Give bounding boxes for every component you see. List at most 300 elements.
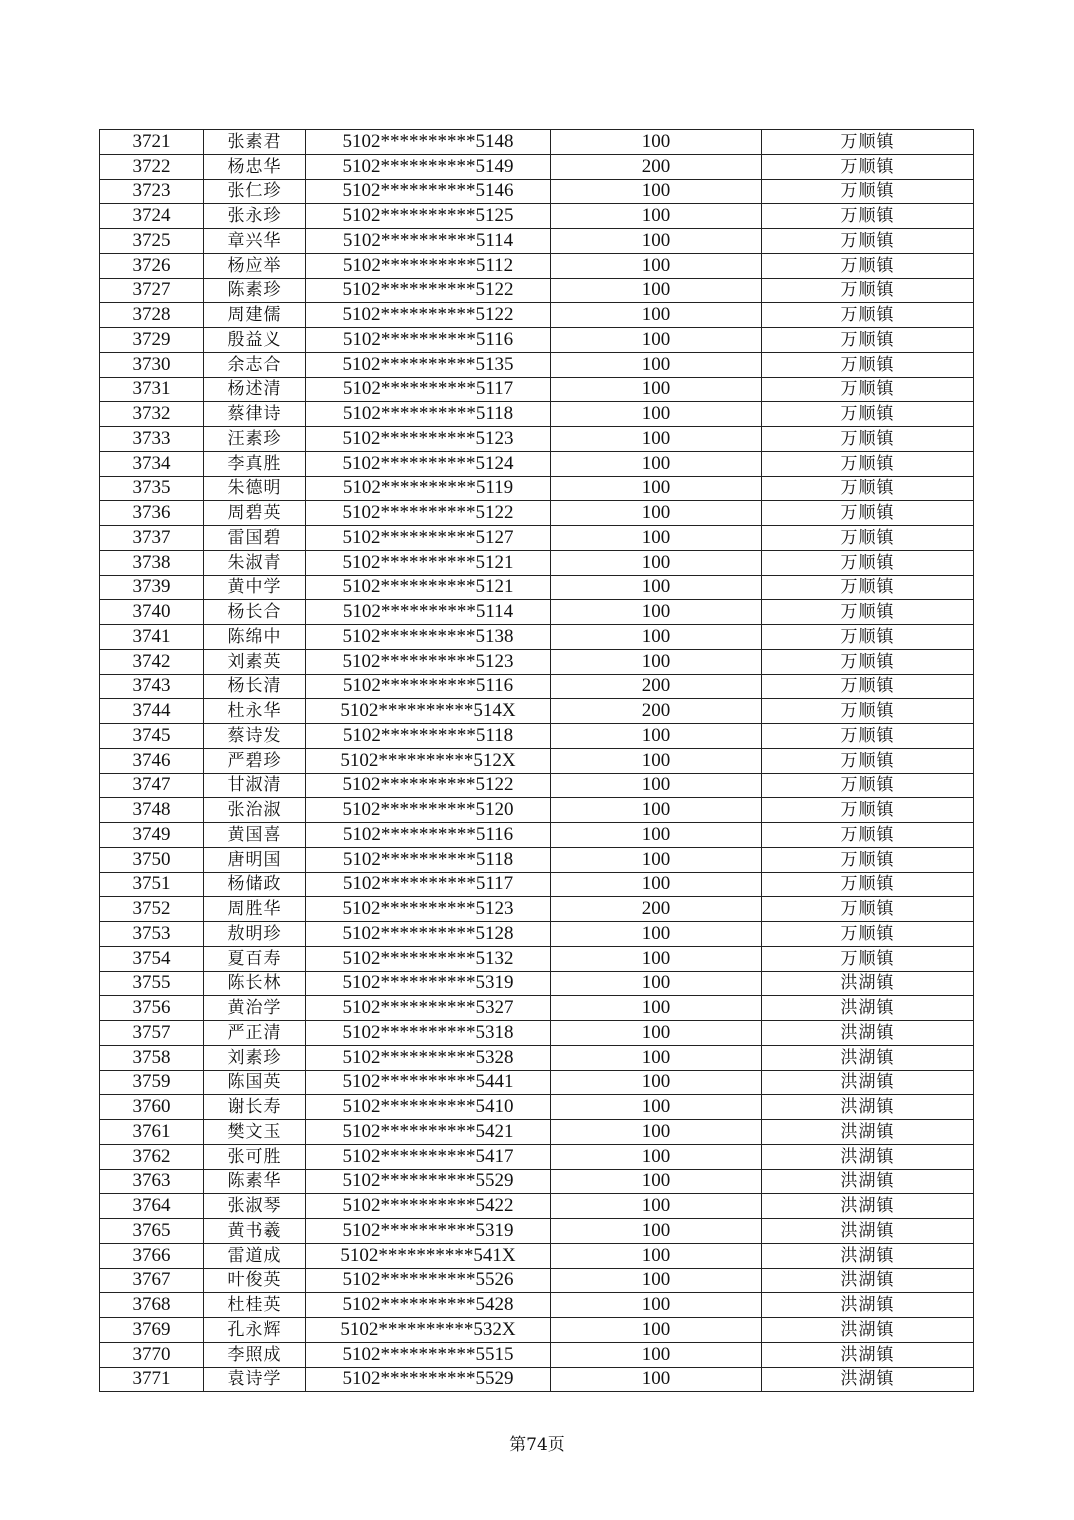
table-row [100,946,974,971]
amount-cell: 100 [551,204,762,229]
row-number-cell: 3721 [100,130,204,155]
row-number-cell: 3754 [100,946,204,971]
name-cell: 刘素英 [204,649,306,674]
id-number-cell: 5102**********5117 [306,872,551,897]
roster-table-body [100,130,974,1392]
name-cell: 黄中学 [204,575,306,600]
row-number-cell: 3766 [100,1243,204,1268]
amount-cell: 100 [551,823,762,848]
row-number-cell: 3756 [100,996,204,1021]
table-row [100,1144,974,1169]
table-row [100,303,974,328]
id-number-cell: 5102**********5124 [306,451,551,476]
amount-cell: 200 [551,674,762,699]
amount-cell: 100 [551,1194,762,1219]
town-cell: 万顺镇 [762,377,974,402]
town-cell: 万顺镇 [762,724,974,749]
name-cell: 殷益义 [204,328,306,353]
town-cell: 洪湖镇 [762,1219,974,1244]
town-cell: 万顺镇 [762,352,974,377]
town-cell: 洪湖镇 [762,1293,974,1318]
row-number-cell: 3735 [100,476,204,501]
town-cell: 万顺镇 [762,773,974,798]
name-cell: 敖明珍 [204,922,306,947]
name-cell: 余志合 [204,352,306,377]
amount-cell: 100 [551,872,762,897]
table-row [100,550,974,575]
id-number-cell: 5102**********5119 [306,476,551,501]
town-cell: 万顺镇 [762,847,974,872]
town-cell: 洪湖镇 [762,1243,974,1268]
row-number-cell: 3731 [100,377,204,402]
town-cell: 洪湖镇 [762,1070,974,1095]
row-number-cell: 3759 [100,1070,204,1095]
table-row [100,1219,974,1244]
name-cell: 李真胜 [204,451,306,476]
amount-cell: 100 [551,1045,762,1070]
table-row [100,476,974,501]
row-number-cell: 3722 [100,154,204,179]
amount-cell: 100 [551,773,762,798]
amount-cell: 100 [551,922,762,947]
name-cell: 张治淑 [204,798,306,823]
table-row [100,674,974,699]
table-row [100,847,974,872]
amount-cell: 100 [551,402,762,427]
name-cell: 孔永辉 [204,1318,306,1343]
amount-cell: 100 [551,501,762,526]
row-number-cell: 3732 [100,402,204,427]
id-number-cell: 5102**********5123 [306,427,551,452]
name-cell: 周碧英 [204,501,306,526]
name-cell: 严正清 [204,1021,306,1046]
table-row [100,501,974,526]
id-number-cell: 5102**********5116 [306,328,551,353]
table-row [100,1045,974,1070]
row-number-cell: 3742 [100,649,204,674]
id-number-cell: 5102**********5121 [306,575,551,600]
town-cell: 万顺镇 [762,402,974,427]
table-row [100,204,974,229]
amount-cell: 100 [551,724,762,749]
amount-cell: 100 [551,649,762,674]
amount-cell: 100 [551,1367,762,1392]
town-cell: 万顺镇 [762,872,974,897]
table-row [100,1342,974,1367]
name-cell: 李照成 [204,1342,306,1367]
table-row [100,600,974,625]
town-cell: 万顺镇 [762,253,974,278]
row-number-cell: 3734 [100,451,204,476]
id-number-cell: 5102**********5526 [306,1268,551,1293]
id-number-cell: 5102**********5123 [306,649,551,674]
town-cell: 洪湖镇 [762,996,974,1021]
name-cell: 黄治学 [204,996,306,1021]
town-cell: 万顺镇 [762,649,974,674]
town-cell: 洪湖镇 [762,1095,974,1120]
id-number-cell: 5102**********5122 [306,303,551,328]
name-cell: 陈绵中 [204,625,306,650]
id-number-cell: 5102**********5114 [306,600,551,625]
roster-table [99,129,974,1392]
row-number-cell: 3752 [100,897,204,922]
name-cell: 陈素华 [204,1169,306,1194]
row-number-cell: 3724 [100,204,204,229]
amount-cell: 100 [551,328,762,353]
name-cell: 周建儒 [204,303,306,328]
id-number-cell: 5102**********5146 [306,179,551,204]
amount-cell: 100 [551,946,762,971]
name-cell: 蔡诗发 [204,724,306,749]
table-row [100,897,974,922]
id-number-cell: 5102**********5529 [306,1367,551,1392]
table-row [100,352,974,377]
town-cell: 洪湖镇 [762,1367,974,1392]
name-cell: 周胜华 [204,897,306,922]
id-number-cell: 5102**********5118 [306,724,551,749]
row-number-cell: 3738 [100,550,204,575]
table-row [100,649,974,674]
id-number-cell: 5102**********5422 [306,1194,551,1219]
name-cell: 杨述清 [204,377,306,402]
town-cell: 万顺镇 [762,526,974,551]
table-row [100,278,974,303]
name-cell: 夏百寿 [204,946,306,971]
amount-cell: 100 [551,1293,762,1318]
amount-cell: 100 [551,1169,762,1194]
id-number-cell: 5102**********5421 [306,1120,551,1145]
row-number-cell: 3746 [100,748,204,773]
amount-cell: 100 [551,427,762,452]
id-number-cell: 5102**********514X [306,699,551,724]
name-cell: 唐明国 [204,847,306,872]
row-number-cell: 3763 [100,1169,204,1194]
amount-cell: 100 [551,847,762,872]
table-row [100,130,974,155]
id-number-cell: 5102**********5428 [306,1293,551,1318]
amount-cell: 100 [551,451,762,476]
table-row [100,402,974,427]
id-number-cell: 5102**********532X [306,1318,551,1343]
id-number-cell: 5102**********5149 [306,154,551,179]
id-number-cell: 5102**********5123 [306,897,551,922]
row-number-cell: 3760 [100,1095,204,1120]
id-number-cell: 5102**********5122 [306,278,551,303]
table-row [100,996,974,1021]
name-cell: 樊文玉 [204,1120,306,1145]
id-number-cell: 5102**********5125 [306,204,551,229]
name-cell: 陈国英 [204,1070,306,1095]
table-row [100,179,974,204]
town-cell: 万顺镇 [762,575,974,600]
name-cell: 张淑琴 [204,1194,306,1219]
row-number-cell: 3748 [100,798,204,823]
amount-cell: 100 [551,550,762,575]
town-cell: 万顺镇 [762,922,974,947]
table-row [100,922,974,947]
amount-cell: 100 [551,600,762,625]
row-number-cell: 3770 [100,1342,204,1367]
table-row [100,526,974,551]
amount-cell: 200 [551,897,762,922]
name-cell: 张素君 [204,130,306,155]
town-cell: 万顺镇 [762,897,974,922]
town-cell: 洪湖镇 [762,1342,974,1367]
town-cell: 万顺镇 [762,674,974,699]
row-number-cell: 3757 [100,1021,204,1046]
name-cell: 叶俊英 [204,1268,306,1293]
town-cell: 万顺镇 [762,823,974,848]
table-row [100,1293,974,1318]
name-cell: 雷国碧 [204,526,306,551]
town-cell: 万顺镇 [762,798,974,823]
town-cell: 洪湖镇 [762,1318,974,1343]
id-number-cell: 5102**********5132 [306,946,551,971]
row-number-cell: 3767 [100,1268,204,1293]
amount-cell: 100 [551,476,762,501]
name-cell: 严碧珍 [204,748,306,773]
id-number-cell: 5102**********5327 [306,996,551,1021]
table-row [100,625,974,650]
row-number-cell: 3762 [100,1144,204,1169]
table-row [100,724,974,749]
town-cell: 万顺镇 [762,427,974,452]
row-number-cell: 3733 [100,427,204,452]
row-number-cell: 3771 [100,1367,204,1392]
table-row [100,1021,974,1046]
name-cell: 杨应举 [204,253,306,278]
row-number-cell: 3745 [100,724,204,749]
row-number-cell: 3747 [100,773,204,798]
table-row [100,1194,974,1219]
amount-cell: 100 [551,1095,762,1120]
row-number-cell: 3723 [100,179,204,204]
name-cell: 杨忠华 [204,154,306,179]
id-number-cell: 5102**********5122 [306,773,551,798]
town-cell: 万顺镇 [762,328,974,353]
id-number-cell: 5102**********512X [306,748,551,773]
amount-cell: 100 [551,1342,762,1367]
row-number-cell: 3751 [100,872,204,897]
row-number-cell: 3744 [100,699,204,724]
row-number-cell: 3765 [100,1219,204,1244]
amount-cell: 100 [551,130,762,155]
id-number-cell: 5102**********5515 [306,1342,551,1367]
town-cell: 万顺镇 [762,748,974,773]
table-row [100,699,974,724]
amount-cell: 100 [551,1120,762,1145]
table-row [100,1095,974,1120]
town-cell: 万顺镇 [762,550,974,575]
table-row [100,1070,974,1095]
town-cell: 万顺镇 [762,501,974,526]
id-number-cell: 5102**********5319 [306,1219,551,1244]
table-row [100,773,974,798]
table-row [100,971,974,996]
amount-cell: 100 [551,625,762,650]
id-number-cell: 5102**********5114 [306,229,551,254]
row-number-cell: 3726 [100,253,204,278]
page-number: 第74页 [509,1435,565,1455]
id-number-cell: 5102**********5112 [306,253,551,278]
amount-cell: 100 [551,1144,762,1169]
town-cell: 万顺镇 [762,625,974,650]
name-cell: 朱德明 [204,476,306,501]
row-number-cell: 3743 [100,674,204,699]
id-number-cell: 5102**********5138 [306,625,551,650]
name-cell: 杨长清 [204,674,306,699]
amount-cell: 100 [551,996,762,1021]
id-number-cell: 5102**********5328 [306,1045,551,1070]
amount-cell: 100 [551,377,762,402]
amount-cell: 200 [551,154,762,179]
row-number-cell: 3725 [100,229,204,254]
amount-cell: 100 [551,278,762,303]
row-number-cell: 3740 [100,600,204,625]
id-number-cell: 5102**********5118 [306,847,551,872]
id-number-cell: 5102**********5120 [306,798,551,823]
name-cell: 杨长合 [204,600,306,625]
town-cell: 洪湖镇 [762,1169,974,1194]
row-number-cell: 3729 [100,328,204,353]
amount-cell: 100 [551,253,762,278]
id-number-cell: 5102**********5441 [306,1070,551,1095]
name-cell: 杨储政 [204,872,306,897]
amount-cell: 100 [551,1318,762,1343]
town-cell: 洪湖镇 [762,1194,974,1219]
row-number-cell: 3758 [100,1045,204,1070]
row-number-cell: 3739 [100,575,204,600]
table-row [100,1367,974,1392]
id-number-cell: 5102**********5319 [306,971,551,996]
name-cell: 雷道成 [204,1243,306,1268]
table-row [100,328,974,353]
row-number-cell: 3750 [100,847,204,872]
amount-cell: 200 [551,699,762,724]
town-cell: 万顺镇 [762,154,974,179]
id-number-cell: 5102**********5148 [306,130,551,155]
table-row [100,1318,974,1343]
id-number-cell: 5102**********5417 [306,1144,551,1169]
row-number-cell: 3749 [100,823,204,848]
table-row [100,1169,974,1194]
town-cell: 万顺镇 [762,179,974,204]
town-cell: 万顺镇 [762,600,974,625]
town-cell: 洪湖镇 [762,1045,974,1070]
name-cell: 张可胜 [204,1144,306,1169]
town-cell: 万顺镇 [762,204,974,229]
name-cell: 杜永华 [204,699,306,724]
town-cell: 洪湖镇 [762,1021,974,1046]
amount-cell: 100 [551,1070,762,1095]
name-cell: 黄国喜 [204,823,306,848]
name-cell: 蔡律诗 [204,402,306,427]
amount-cell: 100 [551,179,762,204]
amount-cell: 100 [551,798,762,823]
name-cell: 汪素珍 [204,427,306,452]
town-cell: 万顺镇 [762,946,974,971]
row-number-cell: 3727 [100,278,204,303]
id-number-cell: 5102**********5116 [306,674,551,699]
amount-cell: 100 [551,229,762,254]
row-number-cell: 3768 [100,1293,204,1318]
town-cell: 洪湖镇 [762,1144,974,1169]
row-number-cell: 3741 [100,625,204,650]
town-cell: 万顺镇 [762,476,974,501]
table-row [100,1268,974,1293]
amount-cell: 100 [551,575,762,600]
table-row [100,798,974,823]
town-cell: 洪湖镇 [762,1120,974,1145]
amount-cell: 100 [551,1021,762,1046]
name-cell: 黄书羲 [204,1219,306,1244]
table-row [100,1120,974,1145]
town-cell: 洪湖镇 [762,1268,974,1293]
row-number-cell: 3764 [100,1194,204,1219]
town-cell: 万顺镇 [762,278,974,303]
name-cell: 甘淑清 [204,773,306,798]
name-cell: 朱淑青 [204,550,306,575]
amount-cell: 100 [551,1219,762,1244]
row-number-cell: 3761 [100,1120,204,1145]
amount-cell: 100 [551,971,762,996]
table-row [100,451,974,476]
id-number-cell: 5102**********5135 [306,352,551,377]
row-number-cell: 3753 [100,922,204,947]
row-number-cell: 3736 [100,501,204,526]
name-cell: 陈长林 [204,971,306,996]
row-number-cell: 3755 [100,971,204,996]
town-cell: 万顺镇 [762,303,974,328]
id-number-cell: 5102**********5122 [306,501,551,526]
amount-cell: 100 [551,748,762,773]
id-number-cell: 5102**********5410 [306,1095,551,1120]
table-row [100,823,974,848]
name-cell: 袁诗学 [204,1367,306,1392]
amount-cell: 100 [551,1243,762,1268]
name-cell: 张永珍 [204,204,306,229]
id-number-cell: 5102**********5118 [306,402,551,427]
id-number-cell: 5102**********5127 [306,526,551,551]
table-row [100,872,974,897]
table-row [100,427,974,452]
name-cell: 陈素珍 [204,278,306,303]
name-cell: 张仁珍 [204,179,306,204]
town-cell: 万顺镇 [762,229,974,254]
amount-cell: 100 [551,303,762,328]
id-number-cell: 5102**********5529 [306,1169,551,1194]
row-number-cell: 3769 [100,1318,204,1343]
id-number-cell: 5102**********541X [306,1243,551,1268]
amount-cell: 100 [551,1268,762,1293]
town-cell: 万顺镇 [762,130,974,155]
table-row [100,575,974,600]
table-row [100,229,974,254]
town-cell: 万顺镇 [762,451,974,476]
id-number-cell: 5102**********5121 [306,550,551,575]
amount-cell: 100 [551,526,762,551]
town-cell: 洪湖镇 [762,971,974,996]
name-cell: 谢长寿 [204,1095,306,1120]
town-cell: 万顺镇 [762,699,974,724]
id-number-cell: 5102**********5318 [306,1021,551,1046]
amount-cell: 100 [551,352,762,377]
row-number-cell: 3737 [100,526,204,551]
id-number-cell: 5102**********5117 [306,377,551,402]
row-number-cell: 3728 [100,303,204,328]
table-row [100,154,974,179]
table-row [100,377,974,402]
